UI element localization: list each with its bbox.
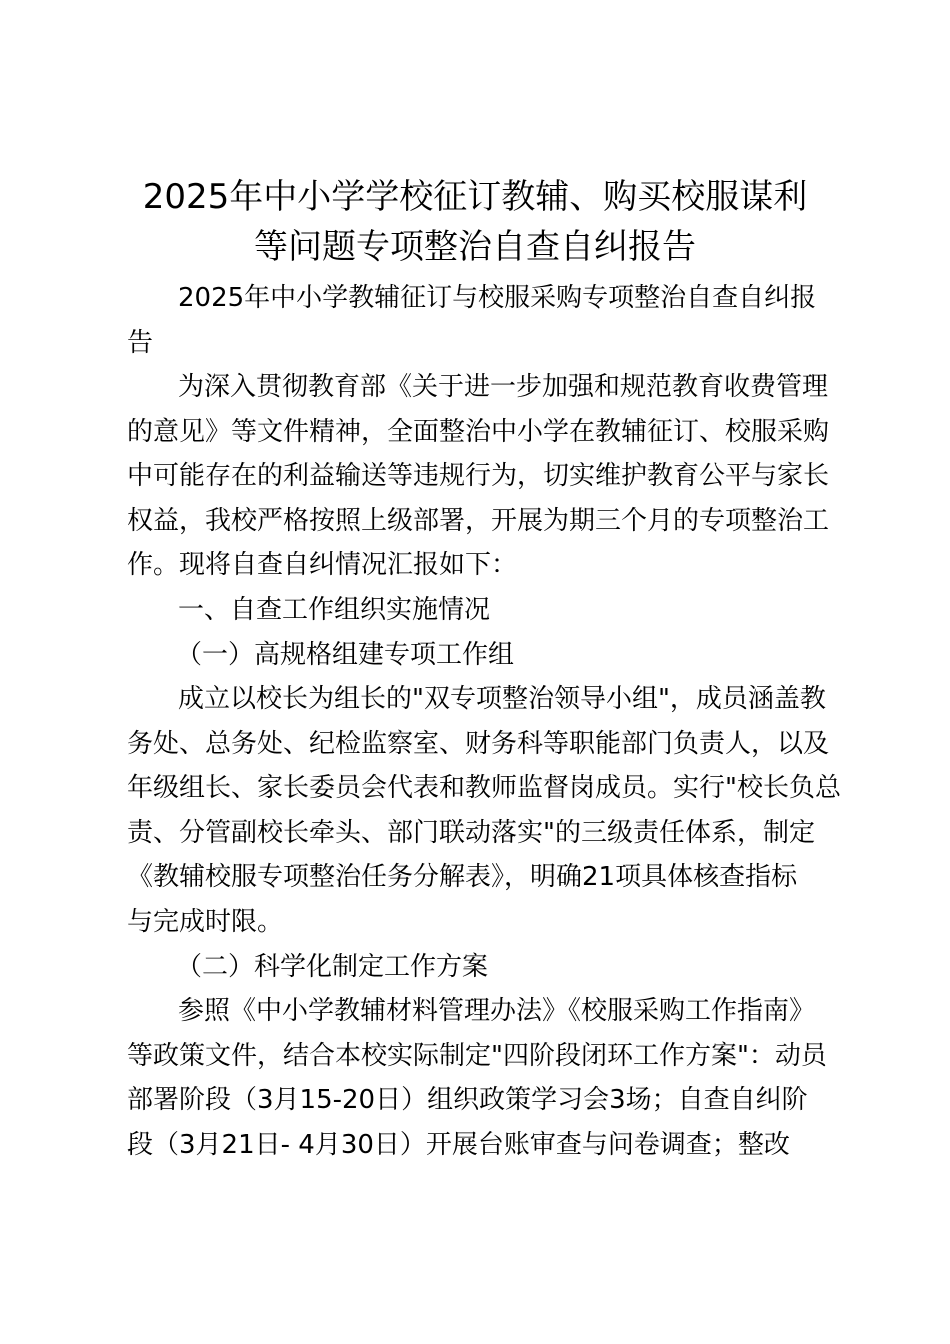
paragraph-1-line-5: 《教辅校服专项整治任务分解表》，明确21项具体核查指标 [127, 862, 798, 892]
paragraph-2-line-3: 部署阶段（3月15-20日）组织政策学习会3场；自查自纠阶 [127, 1085, 808, 1115]
paragraph-2-line-2: 等政策文件，结合本校实际制定"四阶段闭环工作方案"：动员 [127, 1041, 827, 1071]
paragraph-intro-line-3: 中可能存在的利益输送等违规行为，切实维护教育公平与家长 [127, 461, 830, 491]
paragraph-1-line-1: 成立以校长为组长的"双专项整治领导小组"，成员涵盖教 [178, 684, 826, 714]
paragraph-intro-line-4: 权益，我校严格按照上级部署，开展为期三个月的专项整治工 [127, 506, 830, 536]
document-title-line-2: 等问题专项整治自查自纠报告 [254, 227, 696, 267]
paragraph-intro-line-1: 为深入贯彻教育部《关于进一步加强和规范教育收费管理 [178, 372, 829, 402]
paragraph-2-line-1: 参照《中小学教辅材料管理办法》《校服采购工作指南》 [178, 996, 816, 1026]
paragraph-intro-line-5: 作。现将自查自纠情况汇报如下： [127, 550, 518, 580]
subsection-heading-2: （二）科学化制定工作方案 [176, 952, 489, 982]
section-heading-1: 一、自查工作组织实施情况 [178, 595, 491, 625]
paragraph-1-line-4: 责、分管副校长牵头、部门联动落实"的三级责任体系，制定 [127, 818, 815, 848]
subsection-heading-1: （一）高规格组建专项工作组 [176, 640, 515, 670]
paragraph-1-line-3: 年级组长、家长委员会代表和教师监督岗成员。实行"校长负总 [127, 773, 841, 803]
subtitle-line-2: 告 [127, 328, 154, 358]
paragraph-1-line-2: 务处、总务处、纪检监察室、财务科等职能部门负责人，以及 [127, 729, 830, 759]
paragraph-intro-line-2: 的意见》等文件精神，全面整治中小学在教辅征订、校服采购 [127, 417, 830, 447]
paragraph-1-line-6: 与完成时限。 [127, 907, 284, 937]
subtitle-line-1: 2025年中小学教辅征订与校服采购专项整治自查自纠报 [178, 283, 817, 313]
document-title-line-1: 2025年中小学学校征订教辅、购买校服谋利 [142, 177, 808, 217]
paragraph-2-line-4: 段（3月21日- 4月30日）开展台账审查与问卷调查；整改 [127, 1130, 790, 1160]
